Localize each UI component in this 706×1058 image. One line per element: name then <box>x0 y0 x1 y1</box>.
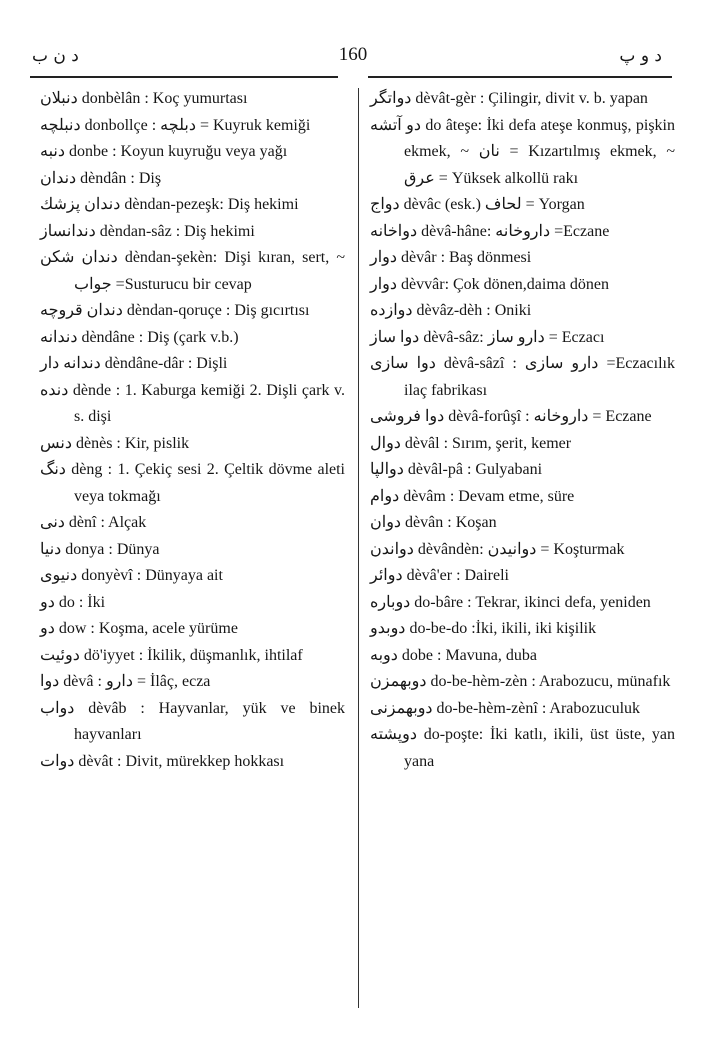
dictionary-entry: دندانساز dèndan-sâz : Diş hekimi <box>40 222 255 240</box>
dictionary-entry: دو آتشه do âteşe: İki defa ateşe konmuş, pişkin ekmek, ~ نان = Kızartılmış ekmek, ~ عرق = Yüksek alkollü rakı <box>370 116 676 187</box>
dictionary-entry: دنیا donya : Dünya <box>40 540 160 558</box>
column-divider <box>358 88 359 1008</box>
dictionary-entry: دوا ساز dèvâ-sâz: دارو ساز = Eczacı <box>370 328 605 346</box>
dictionary-entry: دوام dèvâm : Devam etme, süre <box>370 487 575 505</box>
dictionary-entry: دوبهمزنی do-be-hèm-zènî : Arabozuculuk <box>370 699 641 717</box>
dictionary-entry: دندان dèndân : Diş <box>40 169 162 187</box>
dictionary-entry: دوائر dèvâ'er : Daireli <box>370 567 509 584</box>
header-rule-left <box>30 76 338 78</box>
dictionary-entry: دندان قروچه dèndan-qoruçe : Diş gıcırtısı <box>40 302 310 319</box>
dictionary-entry: دندان شكن dèndan-şekèn: Dişi kıran, sert, ~ جواب =Susturucu bir cevap <box>40 249 346 293</box>
page-number: 160 <box>338 44 368 65</box>
dictionary-entry: دوار dèvvâr: Çok dönen,daima dönen <box>370 275 609 293</box>
dictionary-entry: دندان پزشك dèndan-pezeşk: Diş hekimi <box>40 196 299 213</box>
dictionary-entry: دندانه dèndâne : Diş (çark v.b.) <box>40 328 239 346</box>
header-rule-right <box>368 76 672 78</box>
dictionary-entry: دواخانه dèvâ-hâne: داروخانه =Eczane <box>370 222 610 240</box>
page-header <box>0 0 706 80</box>
dictionary-entry: دوباره do-bâre : Tekrar, ikinci defa, yeniden <box>370 593 651 611</box>
header-left-letters: د ن ب <box>32 46 79 66</box>
dictionary-entry: دوا dèvâ : دارو = İlâç, ecza <box>40 673 211 690</box>
dictionary-entry: دنبلچه donbollçe : دبلچه = Kuyruk kemiği <box>40 116 311 134</box>
header-right-letters: د و پ <box>619 46 662 66</box>
dictionary-entry: دو do : İki <box>40 593 106 611</box>
dictionary-entry: دوال dèvâl : Sırım, şerit, kemer <box>370 434 572 452</box>
dictionary-entry: دنس dènès : Kir, pislik <box>40 434 190 452</box>
dictionary-entry: دوئیت dö'iyyet : İkilik, düşmanlık, ihtilaf <box>40 646 303 664</box>
dictionary-entry: دنی dènî : Alçak <box>40 514 147 531</box>
dictionary-entry: دوبه dobe : Mavuna, duba <box>370 646 537 664</box>
dictionary-entry: دنگ dèng : 1. Çekiç sesi 2. Çeltik dövme aleti veya tokmağı <box>40 461 345 505</box>
dictionary-entry: دنده dènde : 1. Kaburga kemiği 2. Dişli çark v. s. dişi <box>40 381 345 425</box>
dictionary-entry: دوان dèvân : Koşan <box>370 514 497 531</box>
left-column <box>40 86 345 775</box>
dictionary-entry: دوبدو do-be-do :İki, ikili, iki kişilik <box>370 620 597 637</box>
dictionary-entry: دوا فروشی dèvâ-forûşî : داروخانه = Eczane <box>370 408 652 425</box>
dictionary-entry: دنبه donbe : Koyun kuyruğu veya yağı <box>40 143 288 160</box>
dictionary-entry: دوا سازی dèvâ-sâzî : دارو سازی =Eczacılık ilaç fabrikası <box>370 355 675 399</box>
dictionary-entry: دواندن dèvândèn: دوانیدن = Koşturmak <box>370 540 625 558</box>
dictionary-entry: دواج dèvâc (esk.) لحاف = Yorgan <box>370 196 585 213</box>
dictionary-entry: دوالپا dèvâl-pâ : Gulyabani <box>370 461 543 478</box>
dictionary-entry: دوپشته do-poşte: İki katlı, ikili, üst üste, yan yana <box>370 726 675 770</box>
dictionary-entry: دندانه دار dèndâne-dâr : Dişli <box>40 355 228 372</box>
dictionary-entry: دوبهمزن do-be-hèm-zèn : Arabozucu, münafık <box>370 673 671 690</box>
dictionary-entry: دواب dèvâb : Hayvanlar, yük ve binek hayvanları <box>40 699 345 743</box>
dictionary-entry: دوازده dèvâz-dèh : Oniki <box>370 302 532 319</box>
dictionary-entry: دوات dèvât : Divit, mürekkep hokkası <box>40 752 285 770</box>
dictionary-entry: دواتگر dèvât-gèr : Çilingir, divit v. b. yapan <box>370 90 648 107</box>
right-column <box>370 86 675 775</box>
dictionary-entry: دو dow : Koşma, acele yürüme <box>40 620 238 637</box>
dictionary-entry: دنبلان donbèlân : Koç yumurtası <box>40 90 248 107</box>
dictionary-entry: دنیوی donyèvî : Dünyaya ait <box>40 567 223 584</box>
dictionary-entry: دوار dèvâr : Baş dönmesi <box>370 249 532 266</box>
